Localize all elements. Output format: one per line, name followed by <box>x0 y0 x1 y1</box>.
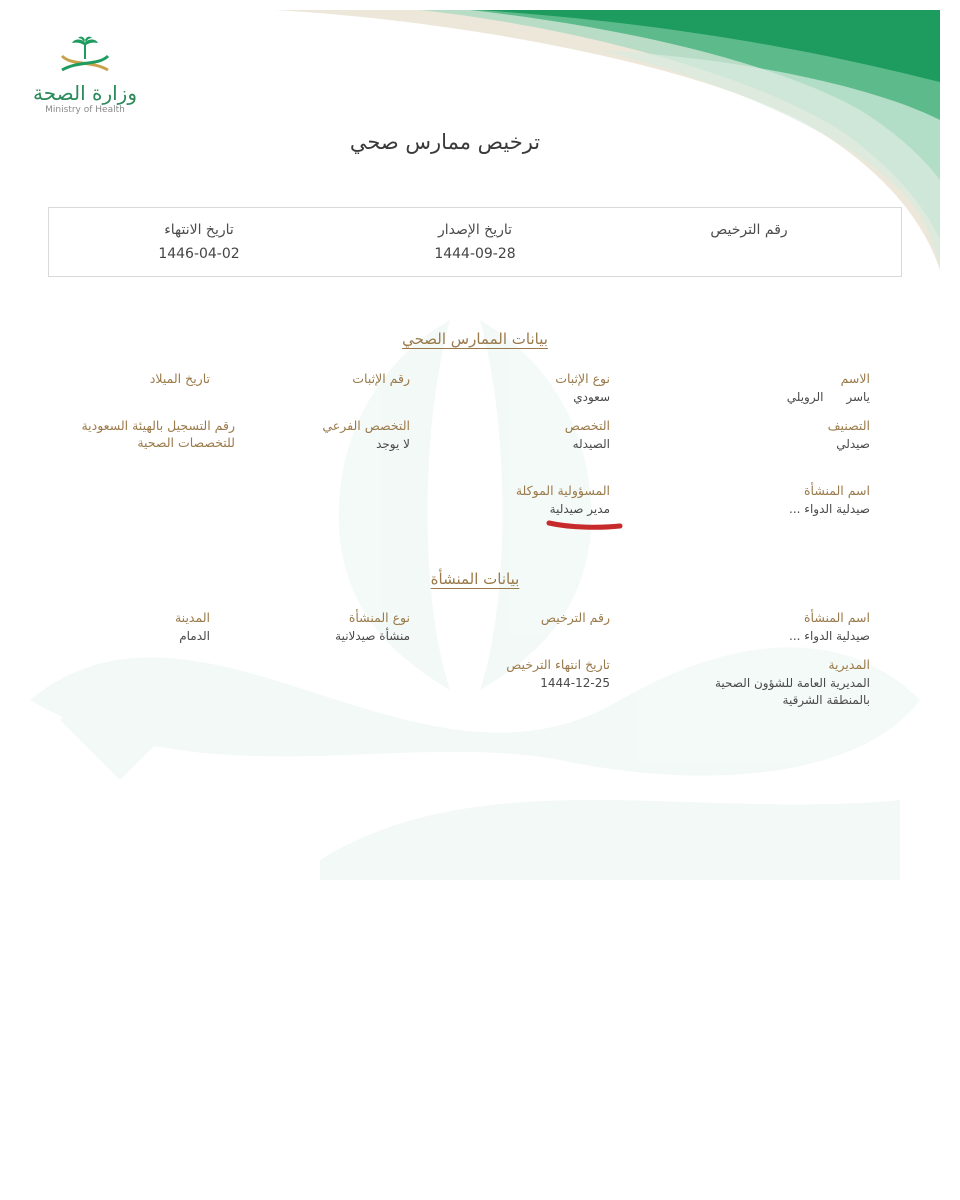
facility-license-field <box>450 609 610 628</box>
facility-license-expiry-field <box>450 656 610 692</box>
city-value: الدمام <box>179 629 210 643</box>
sub-specialty-field <box>230 417 410 453</box>
expiry-date-field <box>79 222 319 262</box>
logo-english-text: Ministry of Health <box>45 105 125 115</box>
id-type-value: سعودي <box>573 390 610 404</box>
issue-date-value: 1444-09-28 <box>434 246 516 262</box>
practitioner-name-field <box>690 370 870 406</box>
expiry-date-value: 1446-04-02 <box>158 246 240 262</box>
facility-license-label: رقم الترخيص <box>540 610 610 625</box>
sub-specialty-value: لا يوجد <box>376 437 410 451</box>
facility-name-label: اسم المنشأة <box>803 610 870 625</box>
city-field <box>50 609 210 645</box>
directorate-field <box>690 656 870 709</box>
birth-date-label: تاريخ الميلاد <box>149 371 210 386</box>
issue-date-label: تاريخ الإصدار <box>437 222 513 238</box>
expiry-date-label: تاريخ الانتهاء <box>164 222 234 238</box>
facility-type-field <box>230 609 410 645</box>
scfhs-registration-label: رقم التسجيل بالهيئة السعودية للتخصصات الصحية <box>81 418 235 450</box>
facility-type-value: منشأة صيدلانية <box>335 629 410 643</box>
palm-swords-emblem <box>50 36 120 76</box>
license-summary-box <box>48 207 902 277</box>
name-label: الاسم <box>840 371 870 386</box>
birth-date-field <box>50 370 210 389</box>
logo-arabic-text: وزارة الصحة <box>33 81 137 105</box>
practitioner-facility-field <box>690 482 870 518</box>
facility-license-expiry-value: 1444-12-25 <box>540 676 610 690</box>
responsibility-value: مدير صيدلية <box>549 502 610 516</box>
red-highlight-underline <box>546 517 626 533</box>
directorate-label: المديرية <box>828 657 870 672</box>
practitioner-facility-label: اسم المنشأة <box>803 483 870 498</box>
id-number-field <box>230 370 410 389</box>
license-number-field <box>629 222 869 246</box>
facility-section-title: بيانات المنشأة <box>430 570 520 588</box>
facility-type-label: نوع المنشأة <box>348 610 410 625</box>
sub-specialty-label: التخصص الفرعي <box>322 418 410 433</box>
id-number-label: رقم الإثبات <box>352 371 410 386</box>
practitioner-facility-value: صيدلية الدواء ... <box>789 502 870 516</box>
directorate-value: المديرية العامة للشؤون الصحية بالمنطقة الشرقية <box>714 676 870 707</box>
moh-logo <box>30 36 140 116</box>
id-type-label: نوع الإثبات <box>555 371 610 386</box>
specialty-value: الصيدله <box>572 437 610 451</box>
practitioner-section-title: بيانات الممارس الصحي <box>402 330 548 348</box>
specialty-field <box>450 417 610 453</box>
scfhs-registration-field <box>50 417 235 453</box>
classification-field <box>690 417 870 453</box>
classification-label: التصنيف <box>827 418 870 433</box>
document-title: ترخيص ممارس صحي <box>349 130 541 154</box>
responsibility-field <box>450 482 610 518</box>
facility-name-field <box>690 609 870 645</box>
classification-value: صيدلي <box>836 437 870 451</box>
issue-date-field <box>355 222 595 262</box>
specialty-label: التخصص <box>564 418 610 433</box>
responsibility-label: المسؤولية الموكلة <box>515 483 610 498</box>
facility-license-expiry-label: تاريخ انتهاء الترخيص <box>506 657 610 672</box>
city-label: المدينة <box>174 610 210 625</box>
name-value: ياسر ‏ ‏ ‏ ‏ ‏ الرويلي <box>786 390 870 404</box>
license-number-label: رقم الترخيص <box>710 222 788 238</box>
id-type-field <box>450 370 610 406</box>
facility-name-value: صيدلية الدواء ... <box>789 629 870 643</box>
